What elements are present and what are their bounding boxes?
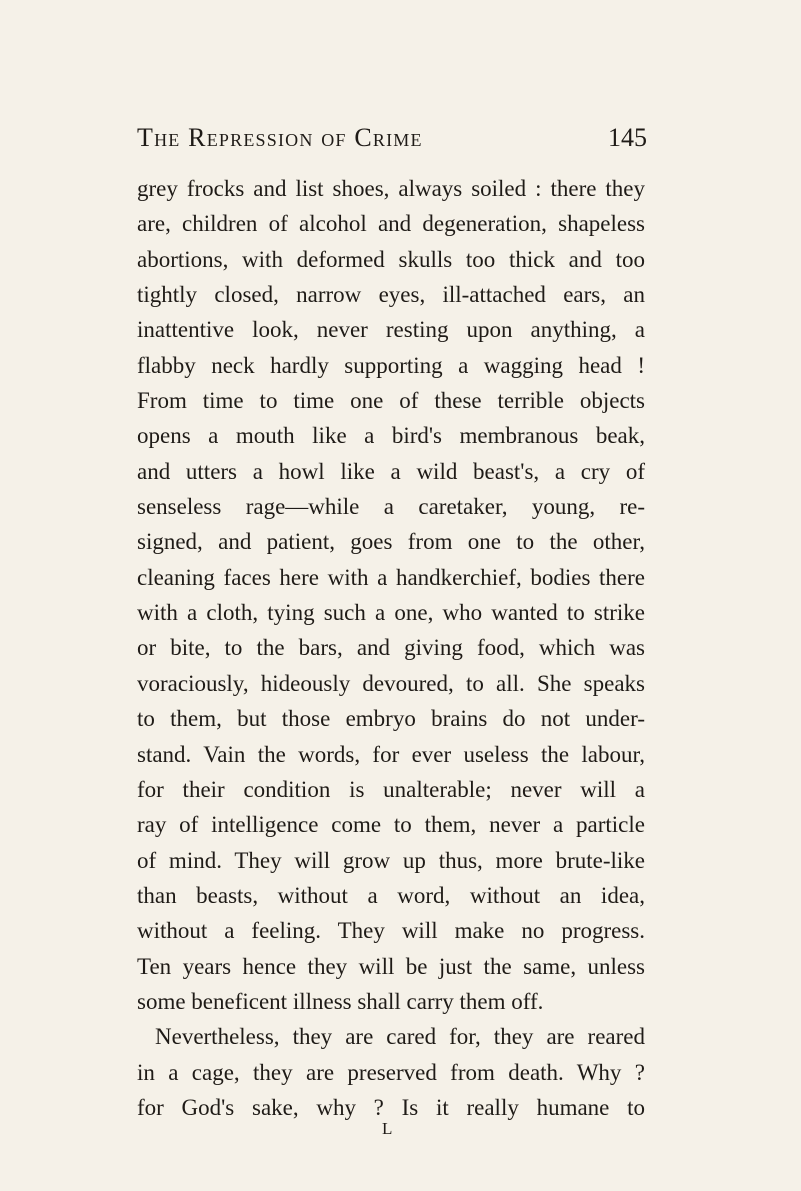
text-line: without a feeling. They will make no progress. [137,918,645,944]
text-line: of mind. They will grow up thus, more brute-like [137,847,645,873]
text-line: or bite, to the bars, and giving food, which was [137,635,645,661]
text-line: in a cage, they are preserved from death. Why ? [137,1059,645,1085]
text-line: voraciously, hideously devoured, to all. She speaks [137,670,645,696]
text-line: cleaning faces here with a handkerchief, bodies there [137,564,645,590]
text-line: flabby neck hardly supporting a wagging head ! [137,352,645,378]
page-number: 145 [608,123,647,152]
text-line: are, children of alcohol and degeneration, shapeless [137,211,645,237]
text-line: Ten years hence they will be just the same, unless [137,953,645,979]
running-title: The Repression of Crime [137,123,423,152]
body-text [137,171,645,1125]
text-line: to them, but those embryo brains do not under- [137,706,645,732]
text-line: stand. Vain the words, for ever useless the labour, [137,741,645,767]
text-line: with a cloth, tying such a one, who wanted to strike [137,600,645,626]
text-line: abortions, with deformed skulls too thick and too [137,246,645,272]
text-line: senseless rage—while a caretaker, young, re- [137,494,645,520]
text-line: grey frocks and list shoes, always soiled : there they [137,176,645,201]
text-line: for God's sake, why ? Is it really humane to [137,1094,645,1120]
text-line: for their condition is unalterable; never will a [137,776,645,802]
text-line: opens a mouth like a bird's membranous beak, [137,423,645,449]
text-line: inattentive look, never resting upon anything, a [137,317,645,343]
text-line: From time to time one of these terrible objects [137,388,645,414]
text-line: some beneficent illness shall carry them off. [137,988,544,1014]
text-line: signed, and patient, goes from one to the other, [137,529,645,555]
running-head [137,125,645,165]
text-line: ray of intelligence come to them, never a particle [137,812,645,838]
text-line: than beasts, without a word, without an idea, [137,882,645,908]
text-line: and utters a howl like a wild beast's, a cry of [137,458,645,484]
text-line: Nevertheless, they are cared for, they are reared [155,1024,645,1050]
signature-mark: L [382,1119,393,1138]
text-line: tightly closed, narrow eyes, ill-attached ears, an [137,282,645,308]
